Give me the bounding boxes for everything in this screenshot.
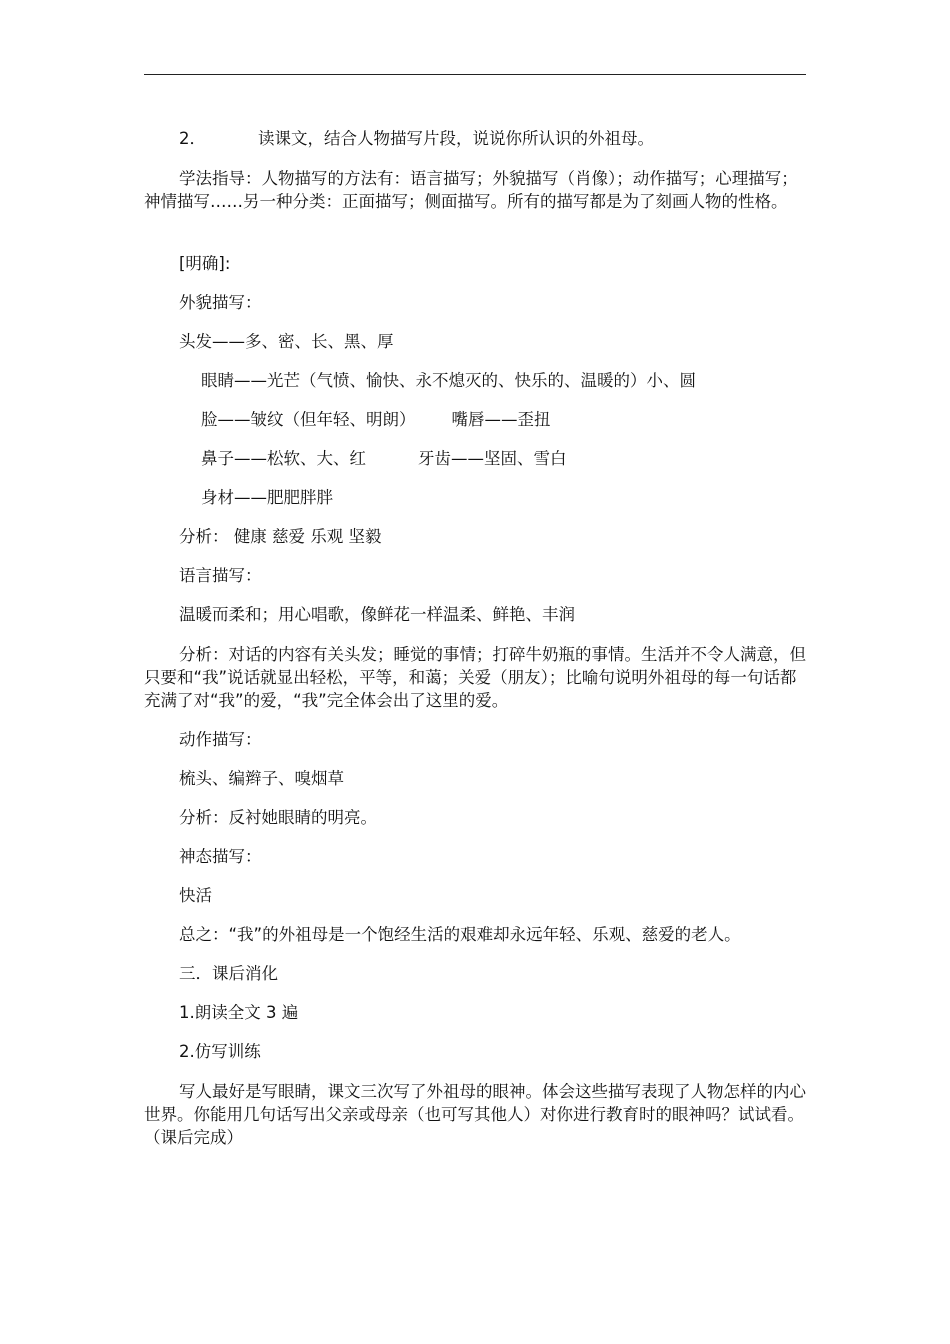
figure-line: 身材——肥肥胖胖 (201, 488, 333, 507)
lips-text: 嘴唇——歪扭 (451, 410, 551, 429)
header-rule (144, 74, 806, 75)
study-guide: 学法指导：人物描写的方法有：语言描写；外貌描写（肖像）；动作描写；心理描写；神情描写……另一种分类：正面描写；侧面描写。所有的描写都是为了刻画人物的性格。 (144, 169, 798, 211)
question-2 (144, 127, 806, 150)
teeth-text: 牙齿——坚固、雪白 (418, 449, 567, 468)
hair-line: 头发——多、密、长、黑、厚 (179, 332, 394, 351)
speech-heading: 语言描写： (179, 566, 262, 585)
action-text: 梳头、编辫子、嗅烟草 (179, 769, 344, 788)
writing-task: 写人最好是写眼睛，课文三次写了外祖母的眼神。体会这些描写表现了人物怎样的内心世界。你能用几句话写出父亲或母亲（也可写其他人）对你进行教育时的眼神吗？试试看。（课后完成） (144, 1082, 806, 1147)
demeanor-heading: 神态描写： (179, 847, 262, 866)
face-lips-line (144, 408, 806, 431)
after-class-heading: 三．课后消化 (179, 964, 278, 983)
face-text: 脸——皱纹（但年轻、明朗） (201, 410, 416, 429)
after-item-2: 2.仿写训练 (179, 1042, 261, 1061)
question-text: 读课文，结合人物描写片段，说说你所认识的外祖母。 (258, 129, 654, 148)
demeanor-text: 快活 (179, 886, 212, 905)
speech-text: 温暖而柔和；用心唱歌，像鲜花一样温柔、鲜艳、丰润 (179, 605, 575, 624)
speech-analysis: 分析：对话的内容有关头发；睡觉的事情；打碎牛奶瓶的事情。生活并不令人满意，但只要和“我”说话就显出轻松，平等，和蔼；关爱（朋友）；比喻句说明外祖母的每一句话都充满了对“我”的爱，“我”完全体会出了这里的爱。 (144, 645, 806, 710)
appearance-analysis: 分析： 健康 慈爱 乐观 坚毅 (179, 527, 382, 546)
nose-text: 鼻子——松软、大、红 (201, 449, 366, 468)
summary: 总之：“我”的外祖母是一个饱经生活的艰难却永远年轻、乐观、慈爱的老人。 (179, 925, 741, 944)
question-number: 2． (179, 129, 206, 148)
eyes-line: 眼睛——光芒（气愤、愉快、永不熄灭的、快乐的、温暖的）小、圆 (201, 371, 696, 390)
appearance-heading: 外貌描写： (179, 293, 262, 312)
after-item-1: 1.朗读全文 3 遍 (179, 1003, 299, 1022)
clarify-label: [明确]: (179, 254, 231, 273)
action-analysis: 分析：反衬她眼睛的明亮。 (179, 808, 377, 827)
nose-teeth-line (144, 447, 806, 470)
action-heading: 动作描写： (179, 730, 262, 749)
